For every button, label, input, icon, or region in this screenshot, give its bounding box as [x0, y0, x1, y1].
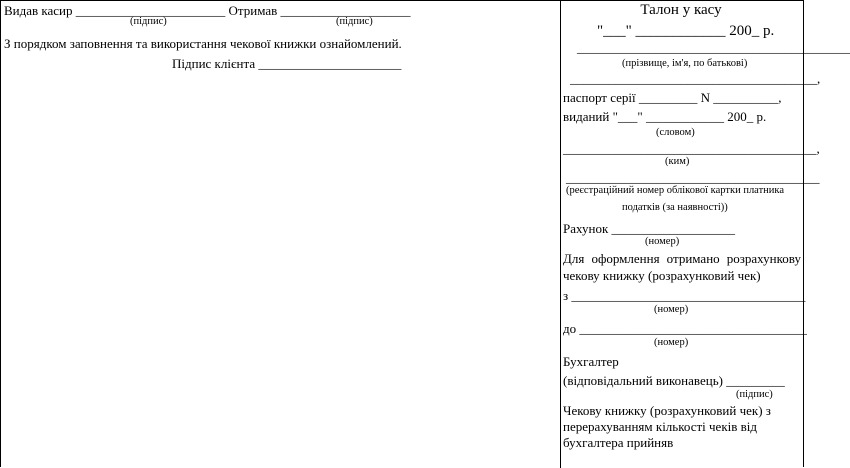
blank-line-3: _______________________________________	[566, 170, 820, 185]
blank-line-2: _______________________________________,	[563, 141, 820, 156]
cashier-signature-caption: (підпис)	[130, 16, 167, 27]
issued-date-line: виданий "___" ____________ 200_ р.	[563, 109, 767, 124]
final-text-line-3: бухгалтера прийняв	[563, 435, 674, 450]
full-name-caption: (прізвище, ім'я, по батькові)	[622, 58, 748, 69]
to-number-caption: (номер)	[654, 337, 689, 348]
responsible-signature-caption: (підпис)	[736, 389, 773, 400]
account-line: Рахунок ___________________	[563, 221, 736, 236]
from-number-caption: (номер)	[654, 304, 689, 315]
blank-line-1: ______________________________________,	[570, 71, 821, 86]
from-number-line: з ____________________________________	[563, 288, 806, 303]
passport-line: паспорт серії _________ N __________,	[563, 90, 782, 105]
by-whom-caption: (ким)	[665, 156, 690, 167]
issuer-receiver-line: Видав касир _______________________ Отримав ____________________	[4, 3, 411, 18]
registration-number-caption-1: (реєстраційний номер облікової картки платника	[566, 185, 784, 196]
client-signature-line: Підпис клієнта ______________________	[172, 56, 402, 71]
acknowledgement-text: З порядком заповнення та використання чекової книжки ознайомлений.	[4, 36, 402, 51]
received-text-line-1: Для оформлення отримано розрахункову	[563, 251, 801, 266]
account-number-caption: (номер)	[645, 236, 680, 247]
to-number-line: до ___________________________________	[563, 321, 807, 336]
final-text-line-2: перерахуванням кількості чеків від	[563, 419, 758, 434]
accountant-label: Бухгалтер	[563, 354, 619, 369]
coupon-title: Талон у касу	[640, 2, 722, 18]
registration-number-caption-2: податків (за наявності))	[622, 202, 728, 213]
in-words-caption: (словом)	[656, 127, 695, 138]
receiver-signature-caption: (підпис)	[336, 16, 373, 27]
received-text-line-2: чекову книжку (розрахунковий чек)	[563, 268, 761, 283]
date-line: "___" ____________ 200_ р.	[597, 23, 775, 39]
full-name-line: __________________________________________	[577, 40, 850, 55]
responsible-executor-line: (відповідальний виконавець) _________	[563, 373, 785, 388]
column-divider	[560, 0, 561, 468]
final-text-line-1: Чекову книжку (розрахунковий чек) з	[563, 403, 771, 418]
